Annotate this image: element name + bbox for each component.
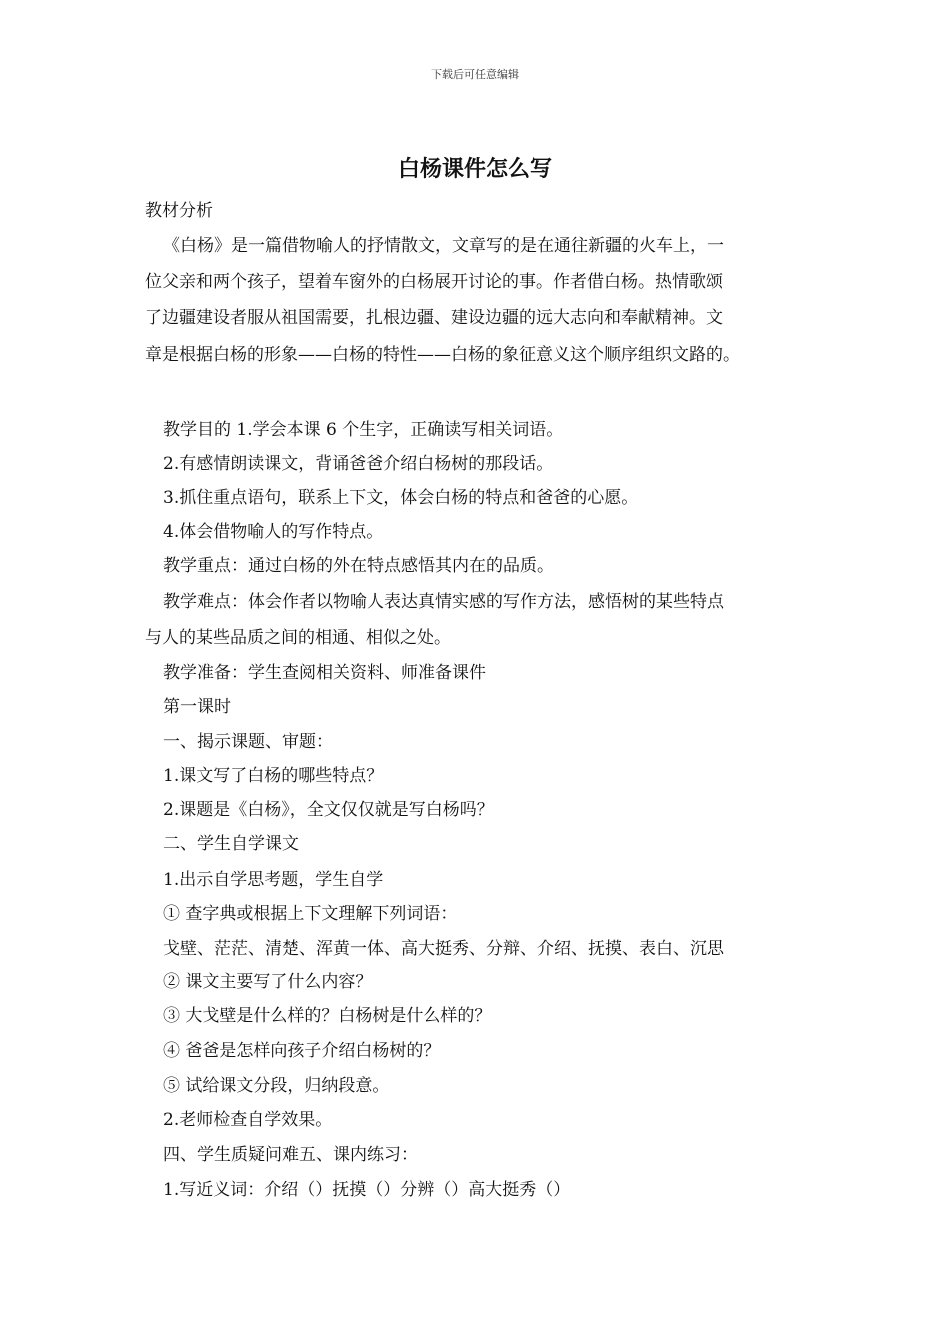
list-item: 1.出示自学思考题，学生自学 <box>163 870 384 890</box>
list-item: ② 课文主要写了什么内容？ <box>163 972 373 992</box>
step-heading: 二、学生自学课文 <box>163 834 299 854</box>
objectives-line: 4.体会借物喻人的写作特点。 <box>163 522 384 542</box>
preparation-line: 教学准备：学生查阅相关资料、师准备课件 <box>163 663 486 683</box>
list-item: 1.课文写了白杨的哪些特点？ <box>163 766 384 786</box>
list-item: 2.老师检查自学效果。 <box>163 1110 333 1130</box>
paragraph-line: 了边疆建设者服从祖国需要，扎根边疆、建设边疆的远大志向和奉献精神。文 <box>145 308 723 328</box>
list-item: ① 查字典或根据上下文理解下列词语： <box>163 904 458 924</box>
list-item: ④ 爸爸是怎样向孩子介绍白杨树的？ <box>163 1041 441 1061</box>
section-heading-materials: 教材分析 <box>145 201 213 221</box>
objectives-line: 3.抓住重点语句，联系上下文，体会白杨的特点和爸爸的心愿。 <box>163 488 639 508</box>
lesson-heading: 第一课时 <box>163 697 231 717</box>
vocabulary-line: 戈壁、茫茫、清楚、浑黄一体、高大挺秀、分辩、介绍、抚摸、表白、沉思 <box>163 939 724 959</box>
step-heading: 四、学生质疑问难五、课内练习： <box>163 1145 418 1165</box>
key-point-line: 教学重点：通过白杨的外在特点感悟其内在的品质。 <box>163 556 554 576</box>
difficulty-line: 教学难点：体会作者以物喻人表达真情实感的写作方法，感悟树的某些特点 <box>163 592 724 612</box>
document-title: 白杨课件怎么写 <box>397 156 552 182</box>
header-note: 下载后可任意编辑 <box>431 68 519 81</box>
exercise-line: 1.写近义词：介绍（）抚摸（）分辨（）高大挺秀（） <box>163 1180 571 1200</box>
objectives-line: 教学目的 1.学会本课 6 个生字，正确读写相关词语。 <box>163 420 564 440</box>
paragraph-line: 位父亲和两个孩子，望着车窗外的白杨展开讨论的事。作者借白杨。热情歌颂 <box>145 272 723 292</box>
objectives-line: 2.有感情朗读课文，背诵爸爸介绍白杨树的那段话。 <box>163 454 554 474</box>
list-item: 2.课题是《白杨》，全文仅仅就是写白杨吗？ <box>163 800 494 820</box>
paragraph-line: 《白杨》是一篇借物喻人的抒情散文，文章写的是在通往新疆的火车上，一 <box>163 236 724 256</box>
difficulty-line: 与人的某些品质之间的相通、相似之处。 <box>145 628 451 648</box>
step-heading: 一、揭示课题、审题： <box>163 732 333 752</box>
paragraph-line: 章是根据白杨的形象——白杨的特性——白杨的象征意义这个顺序组织文路的。 <box>145 345 740 365</box>
list-item: ⑤ 试给课文分段，归纳段意。 <box>163 1076 390 1096</box>
list-item: ③ 大戈壁是什么样的？白杨树是什么样的？ <box>163 1006 492 1026</box>
